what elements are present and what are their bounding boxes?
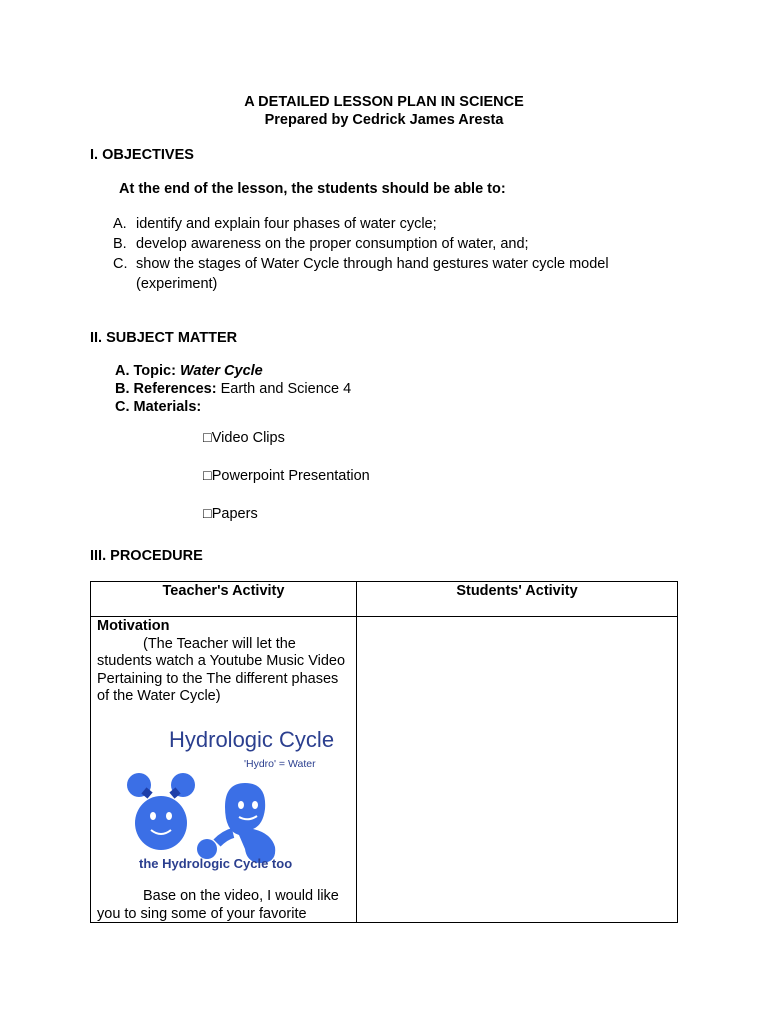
teacher-activity-cell [91, 617, 357, 923]
objective-text: identify and explain four phases of water cycle; [136, 216, 437, 232]
objective-item [113, 234, 673, 254]
material-item: □Powerpoint Presentation [203, 468, 370, 484]
objective-marker: A. [113, 216, 127, 232]
references-label: B. References: [115, 381, 221, 397]
droplet-character-right [197, 783, 275, 863]
objective-item [113, 214, 673, 234]
motivation-label: Motivation [97, 618, 170, 634]
material-item: □Papers [203, 506, 258, 522]
topic-row [115, 362, 263, 380]
topic-label: A. Topic: [115, 363, 180, 379]
students-activity-cell [357, 617, 678, 923]
hydrologic-cycle-image [121, 717, 347, 879]
column-header-students: Students' Activity [357, 582, 678, 617]
table-header-row [91, 582, 678, 617]
references-row [115, 380, 351, 398]
objective-item [113, 254, 673, 294]
references-value: Earth and Science 4 [220, 381, 352, 397]
table-row [91, 617, 678, 923]
procedure-heading: III. PROCEDURE [90, 548, 203, 564]
image-title: Hydrologic Cycle [169, 727, 335, 752]
image-subtitle: 'Hydro' = Water [244, 758, 316, 770]
objectives-intro: At the end of the lesson, the students should be able to: [119, 181, 506, 197]
objective-text: develop awareness on the proper consumption of water, and; [136, 236, 529, 252]
materials-label: C. Materials: [115, 399, 202, 415]
subject-matter-heading: II. SUBJECT MATTER [90, 330, 238, 346]
procedure-table [90, 581, 678, 923]
objective-marker: B. [113, 236, 127, 252]
topic-value: Water Cycle [179, 363, 263, 379]
image-caption: the Hydrologic Cycle too [139, 856, 293, 871]
objective-text: show the stages of Water Cycle through hand gestures water cycle model (experiment) [136, 256, 609, 292]
material-item: □Video Clips [203, 430, 285, 446]
objectives-heading: I. OBJECTIVES [90, 147, 194, 163]
followup-text: Base on the video, I would like you to sing some of your favorite [97, 888, 339, 922]
objective-marker: C. [113, 256, 128, 272]
document-subtitle: Prepared by Cedrick James Aresta [264, 112, 504, 128]
document-title: A DETAILED LESSON PLAN IN SCIENCE [244, 94, 524, 110]
motivation-text: (The Teacher will let the students watch a Youtube Music Video Pertaining to the The different phases of the Water Cycle) [97, 635, 346, 704]
droplet-character-left [127, 773, 195, 850]
column-header-teacher: Teacher's Activity [91, 582, 357, 617]
objectives-list [113, 214, 673, 294]
